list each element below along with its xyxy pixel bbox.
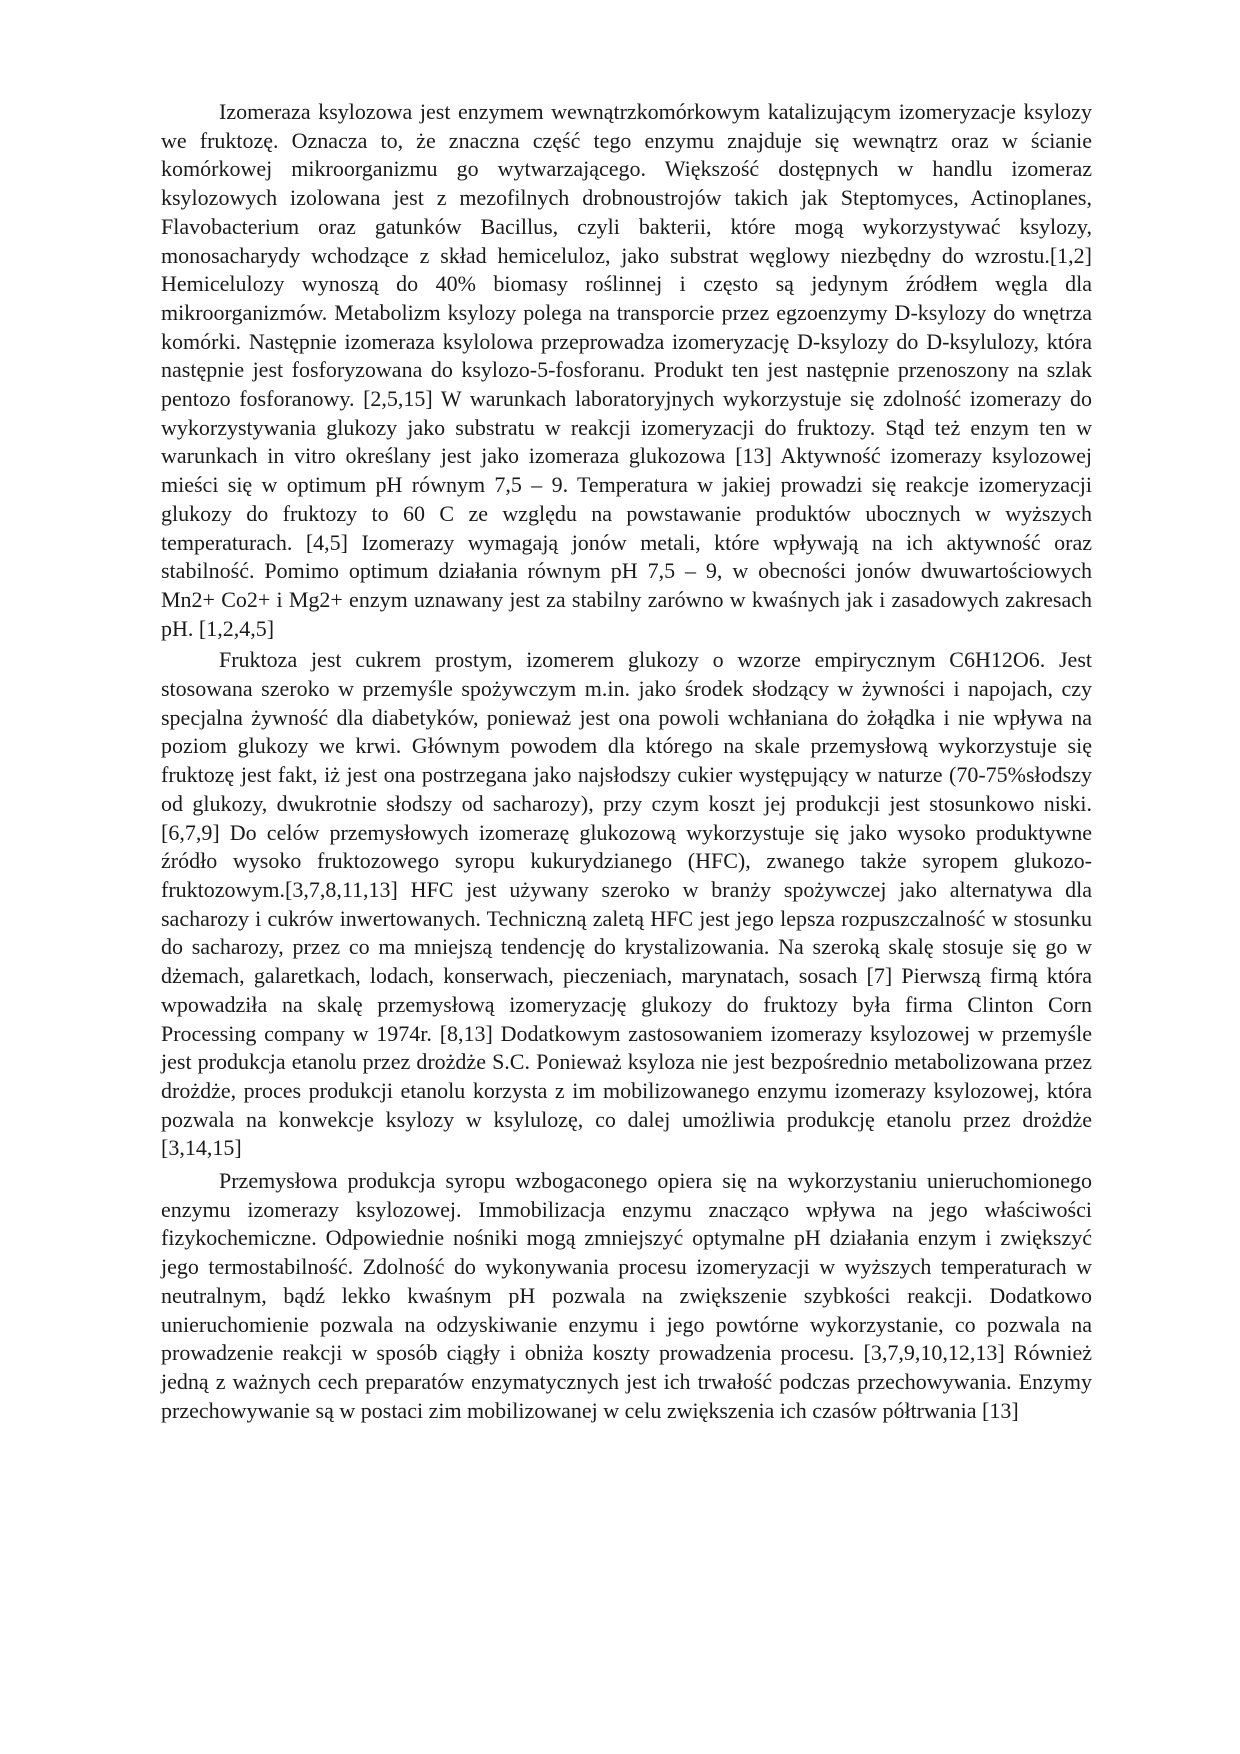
paragraph-industrial-production: Przemysłowa produkcja syropu wzbogaconego opiera się na wykorzystaniu unieruchomionego enzymu izomerazy ksylozowej. Immobilizacja enzymu znacząco wpływa na jego właściwości fizykochemiczne. Odpowiednie nośniki mogą zmniejszyć optymalne pH działania enzym i zwiększyć jego termostabilność. Zdolność do wykonywania procesu izomeryzacji w wyższych temperaturach w neutralnym, bądź lekko kwaśnym pH pozwala na zwiększenie szybkości reakcji. Dodatkowo unieruchomienie pozwala na odzyskiwanie enzymu i jego powtórne wykorzystanie, co pozwala na prowadzenie reakcji w sposób ciągły i obniża koszty prowadzenia procesu. [3,7,9,10,12,13] Również jedną z ważnych cech preparatów enzymatycznych jest ich trwałość podczas przechowywania. Enzymy przechowywanie są w postaci zim mobilizowanej w celu zwiększenia ich czasów półtrwania [13] — [161, 1168, 1092, 1423]
document-page — [161, 98, 1092, 1425]
paragraph-fructose: Fruktoza jest cukrem prostym, izomerem glukozy o wzorze empirycznym C6H12O6. Jest stosowana szeroko w przemyśle spożywczym m.in. jako środek słodzący w żywności i napojach, czy specjalna żywność dla diabetyków, ponieważ jest ona powoli wchłaniana do żołądka i nie wpływa na poziom glukozy we krwi. Głównym powodem dla którego na skale przemysłową wykorzystuje się fruktozę jest fakt, iż jest ona postrzegana jako najsłodszy cukier występujący w naturze (70-75%słodszy od glukozy, dwukrotnie słodszy od sacharozy), przy czym koszt jej produkcji jest stosunkowo niski.[6,7,9] Do celów przemysłowych izomerazę glukozową wykorzystuje się jako wysoko produktywne źródło wysoko fruktozowego syropu kukurydzianego (HFC), zwanego także syropem glukozo-fruktozowym.[3,7,8,11,13] HFC jest używany szeroko w branży spożywczej jako alternatywa dla sacharozy i cukrów inwertowanych. Techniczną zaletą HFC jest jego lepsza rozpuszczalność w stosunku do sacharozy, przez co ma mniejszą tendencję do krystalizowania. Na szeroką skalę stosuje się go w dżemach, galaretkach, lodach, konserwach, pieczeniach, marynatach, sosach [7] Pierwszą firmą która wpowadziła na skalę przemysłową izomeryzację glukozy do fruktozy była firma Clinton Corn Processing company w 1974r. [8,13] Dodatkowym zastosowaniem izomerazy ksylozowej w przemyśle jest produkcja etanolu przez drożdże S.C. Ponieważ ksyloza nie jest bezpośrednio metabolizowana przez drożdże, proces produkcji etanolu korzysta z im mobilizowanego enzymu izomerazy ksylozowej, która pozwala na konwekcje ksylozy w ksylulozę, co dalej umożliwia produkcję etanolu przez drożdże [3,14,15] — [161, 647, 1092, 1161]
paragraph-xylose-isomerase: Izomeraza ksylozowa jest enzymem wewnątrzkomórkowym katalizującym izomeryzacje ksylozy we fruktozę. Oznacza to, że znaczna część tego enzymu znajduje się wewnątrz oraz w ścianie komórkowej mikroorganizmu go wytwarzającego. Większość dostępnych w handlu izomeraz ksylozowych izolowana jest z mezofilnych drobnoustrojów takich jak Steptomyces, Actinoplanes, Flavobacterium oraz gatunków Bacillus, czyli bakterii, które mogą wykorzystywać ksylozy, monosacharydy wchodzące z skład hemiceluloz, jako substrat węglowy niezbędny do wzrostu.[1,2] Hemicelulozy wynoszą do 40% biomasy roślinnej i często są jedynym źródłem węgla dla mikroorganizmów. Metabolizm ksylozy polega na transporcie przez egzoenzymy D-ksylozy do wnętrza komórki. Następnie izomeraza ksylolowa przeprowadza izomeryzację D-ksylozy do D-ksylulozy, która następnie jest fosforyzowana do ksylozo-5-fosforanu. Produkt ten jest następnie przenoszony na szlak pentozo fosforanowy. [2,5,15] W warunkach laboratoryjnych wykorzystuje się zdolność izomerazy do wykorzystywania glukozy jako substratu w reakcji izomeryzacji do fruktozy. Stąd też enzym ten w warunkach in vitro określany jest jako izomeraza glukozowa [13] Aktywność izomerazy ksylozowej mieści się w optimum pH równym 7,5 – 9. Temperatura w jakiej prowadzi się reakcje izomeryzacji glukozy do fruktozy to 60 C ze względu na powstawanie produktów ubocznych w wyższych temperaturach. [4,5] Izomerazy wymagają jonów metali, które wpływają na ich aktywność oraz stabilność. Pomimo optimum działania równym pH 7,5 – 9, w obecności jonów dwuwartościowych Mn2+ Co2+ i Mg2+ enzym uznawany jest za stabilny zarówno w kwaśnych jak i zasadowych zakresach pH. [1,2,4,5] — [161, 99, 1092, 641]
